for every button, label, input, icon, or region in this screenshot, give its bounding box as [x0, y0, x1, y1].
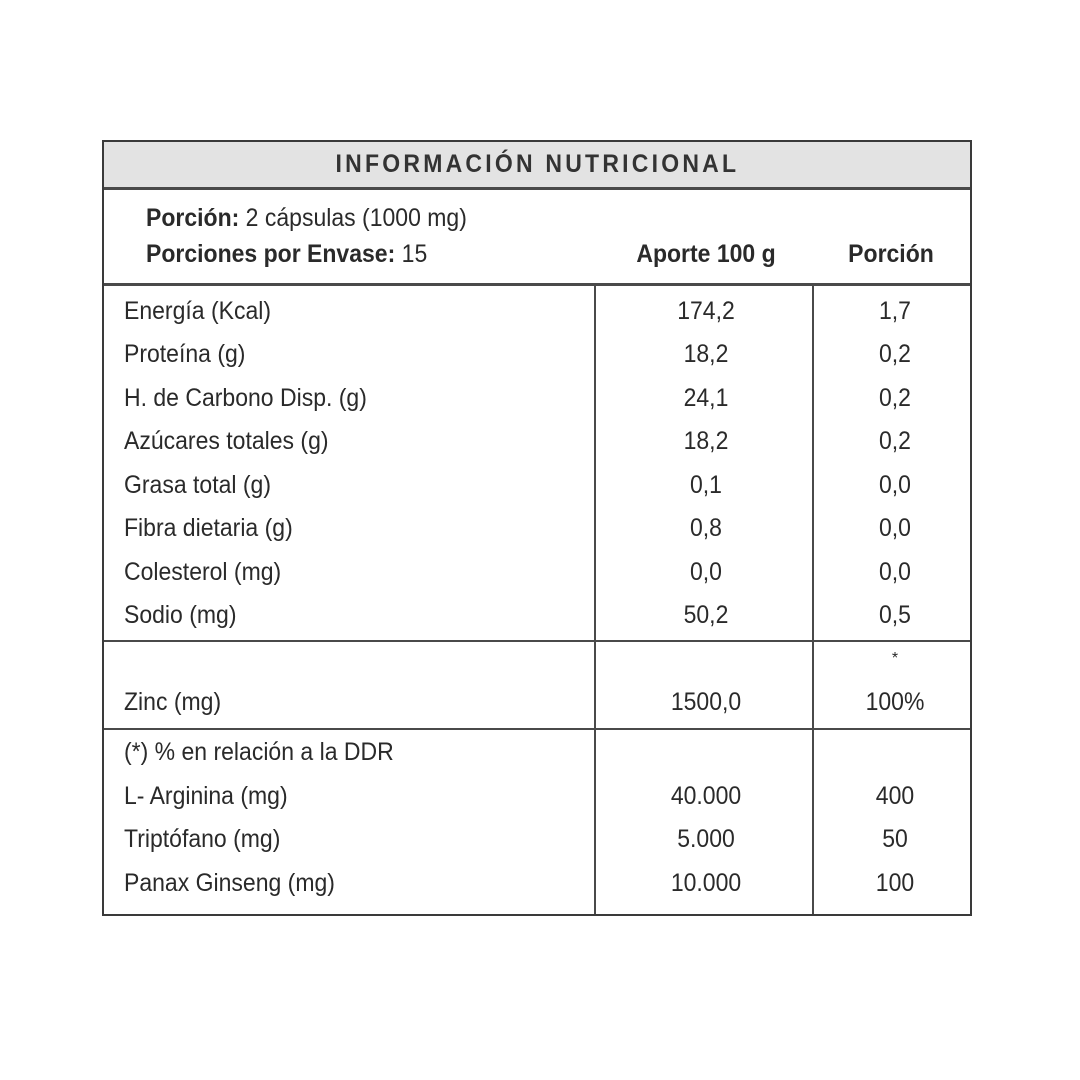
nutrient-portion: 0,5	[879, 601, 911, 629]
table-row	[104, 334, 970, 377]
nutrient-per100: 50,2	[683, 601, 729, 629]
table-row	[104, 776, 970, 819]
nutrient-name: Sodio (mg)	[124, 601, 237, 629]
per-container-label: Porciones por Envase:	[146, 240, 396, 268]
table-row	[104, 819, 970, 862]
component-portion: 100	[875, 869, 915, 897]
component-per100: 5.000	[677, 825, 735, 853]
table-row	[104, 508, 970, 551]
ddr-asterisk: *	[891, 650, 899, 667]
component-name: Panax Ginseng (mg)	[124, 869, 335, 897]
table-title: INFORMACIÓN NUTRICIONAL	[335, 150, 739, 178]
nutrient-portion: 0,0	[879, 514, 911, 542]
nutrient-per100: 0,1	[690, 471, 722, 499]
per-container-line	[146, 240, 427, 269]
component-name: L- Arginina (mg)	[124, 782, 288, 810]
portion-line	[146, 204, 467, 233]
nutrition-facts-table	[102, 140, 972, 916]
column-header-portion: Porción	[848, 240, 934, 268]
nutrient-portion: 1,7	[879, 297, 911, 325]
table-row	[104, 863, 970, 906]
per-container-value: 15	[395, 240, 428, 268]
nutrient-name: H. de Carbono Disp. (g)	[124, 384, 367, 412]
table-title-band	[104, 142, 970, 190]
section-divider	[104, 728, 970, 730]
table-row	[104, 595, 970, 638]
nutrient-per100: 0,0	[690, 558, 722, 586]
component-name: Triptófano (mg)	[124, 825, 281, 853]
table-row	[104, 552, 970, 595]
mineral-per100: 1500,0	[670, 688, 742, 716]
table-row-zinc	[104, 682, 970, 725]
ddr-footnote-row	[104, 732, 970, 775]
nutrient-per100: 0,8	[690, 514, 722, 542]
component-portion: 400	[875, 782, 915, 810]
component-per100: 40.000	[670, 782, 742, 810]
component-per100: 10.000	[670, 869, 742, 897]
nutrient-portion: 0,2	[879, 427, 911, 455]
table-row	[104, 378, 970, 421]
section-divider	[104, 640, 970, 642]
nutrient-portion: 0,2	[879, 384, 911, 412]
nutrient-name: Energía (Kcal)	[124, 297, 272, 325]
nutrient-name: Fibra dietaria (g)	[124, 514, 293, 542]
nutrient-portion: 0,2	[879, 340, 911, 368]
nutrient-name: Proteína (g)	[124, 340, 246, 368]
ddr-footnote: (*) % en relación a la DDR	[124, 738, 394, 766]
table-row	[104, 421, 970, 464]
table-row	[104, 291, 970, 334]
portion-value: 2 cápsulas (1000 mg)	[239, 204, 467, 232]
nutrient-name: Colesterol (mg)	[124, 558, 282, 586]
column-header-per100: Aporte 100 g	[636, 240, 776, 268]
nutrient-portion: 0,0	[879, 471, 911, 499]
nutrient-per100: 174,2	[677, 297, 735, 325]
nutrient-name: Grasa total (g)	[124, 471, 271, 499]
serving-info	[104, 190, 970, 286]
table-row	[104, 465, 970, 508]
nutrient-per100: 24,1	[683, 384, 729, 412]
mineral-portion: 100%	[865, 688, 925, 716]
nutrient-per100: 18,2	[683, 427, 729, 455]
nutrient-portion: 0,0	[879, 558, 911, 586]
nutrient-name: Azúcares totales (g)	[124, 427, 329, 455]
mineral-name: Zinc (mg)	[124, 688, 222, 716]
nutrient-per100: 18,2	[683, 340, 729, 368]
component-portion: 50	[882, 825, 908, 853]
portion-label: Porción:	[146, 204, 240, 232]
